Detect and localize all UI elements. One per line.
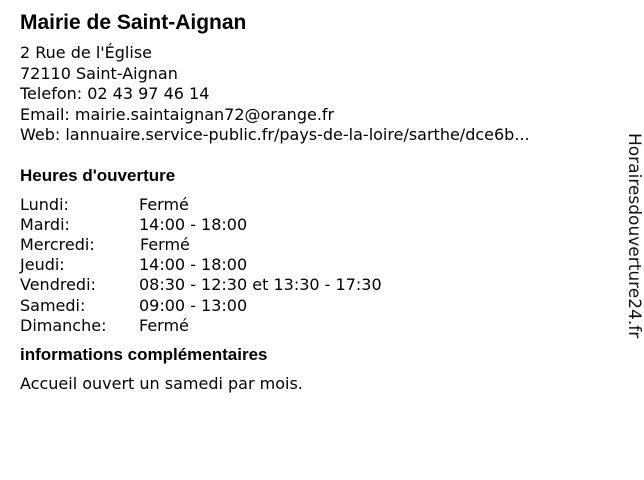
business-card xyxy=(20,10,610,394)
phone-number: Telefon: 02 43 97 46 14 xyxy=(20,84,210,103)
day-label: Vendredi: xyxy=(20,275,96,295)
day-label: Mercredi: xyxy=(20,234,95,254)
additional-info-heading: informations complémentaires xyxy=(20,344,268,364)
day-label: Mardi: xyxy=(20,214,70,234)
day-label: Lundi: xyxy=(20,194,69,214)
day-hours: Fermé xyxy=(139,194,189,214)
street-address: 2 Rue de l'Église xyxy=(20,43,152,62)
city-address: 72110 Saint-Aignan xyxy=(20,63,178,83)
email-address: Email: mairie.saintaignan72@orange.fr xyxy=(20,104,335,124)
additional-info-text: Accueil ouvert un samedi par mois. xyxy=(20,373,303,393)
day-hours: Fermé xyxy=(140,234,190,254)
page-title: Mairie de Saint-Aignan xyxy=(20,11,247,34)
day-hours: 14:00 - 18:00 xyxy=(139,255,248,275)
day-hours: 08:30 - 12:30 et 13:30 - 17:30 xyxy=(139,275,382,295)
site-watermark: Horairesdouverture24.fr xyxy=(624,133,644,339)
hours-row-sunday xyxy=(20,316,610,336)
website-url: Web: lannuaire.service-public.fr/pays-de-la-loire/sarthe/dce6b... xyxy=(20,125,530,144)
day-hours: 09:00 - 13:00 xyxy=(139,295,248,315)
day-label: Samedi: xyxy=(20,295,86,315)
day-label: Dimanche: xyxy=(20,315,107,335)
day-label: Jeudi: xyxy=(20,255,65,275)
hours-row-thursday xyxy=(20,255,610,275)
hours-row-saturday xyxy=(20,296,610,316)
hours-row-friday xyxy=(20,275,610,295)
hours-row-wednesday xyxy=(20,235,610,255)
opening-hours-heading: Heures d'ouverture xyxy=(20,165,176,185)
hours-row-tuesday xyxy=(20,215,610,235)
opening-hours-table xyxy=(20,195,610,336)
day-hours: Fermé xyxy=(139,315,189,335)
hours-row-monday xyxy=(20,195,610,215)
day-hours: 14:00 - 18:00 xyxy=(139,214,248,234)
